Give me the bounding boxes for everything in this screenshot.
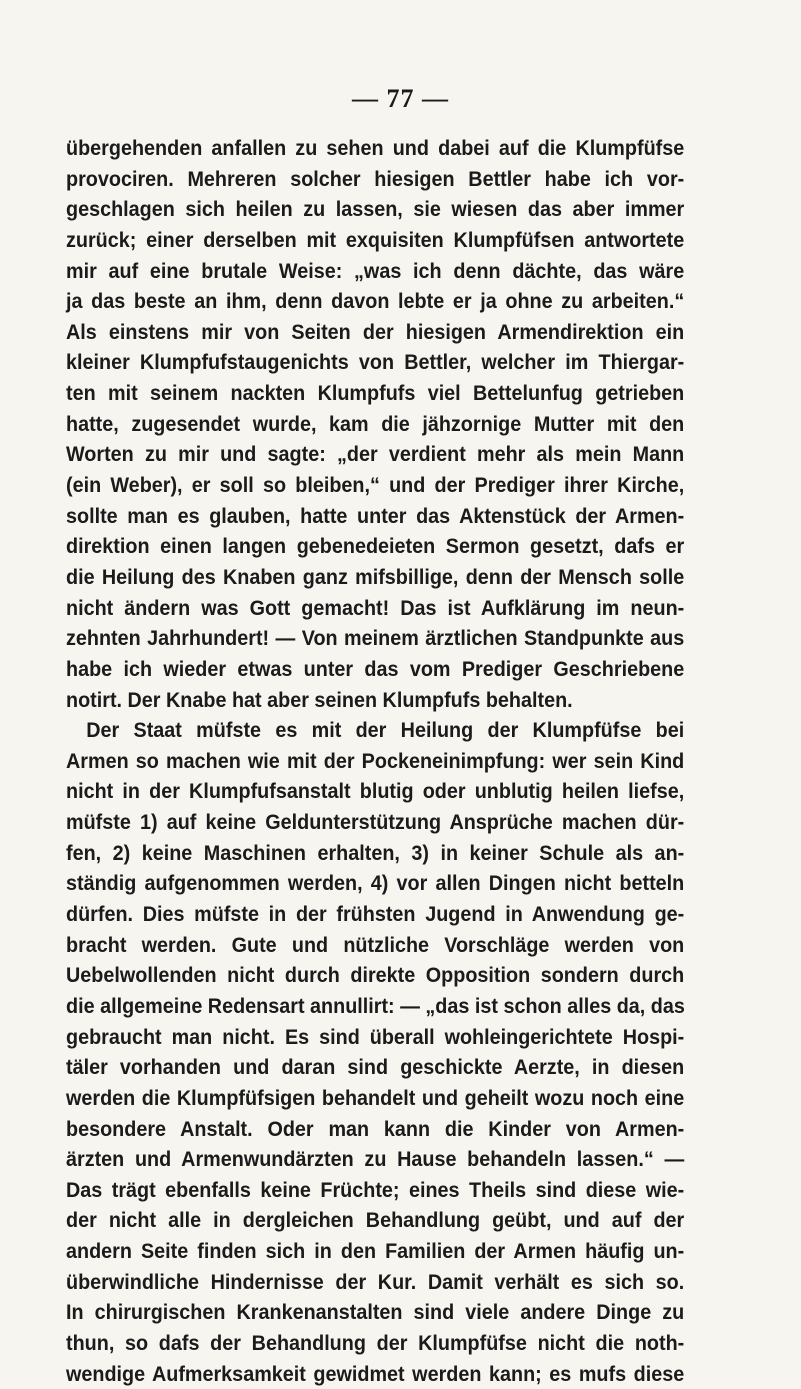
- text-line: Worten zu mir und sagte: „der verdient mehr als mein Mann: [66, 442, 685, 467]
- text-line: direktion einen langen gebenedeieten Sermon gesetzt, dafs er: [66, 534, 685, 559]
- text-line: überwindliche Hindernisse der Kur. Damit verhält es sich so.: [66, 1269, 685, 1294]
- text-line: mir auf eine brutale Weise: „was ich denn dächte, das wäre: [66, 258, 685, 283]
- text-line: Das trägt ebenfalls keine Früchte; eines Theils sind diese wie-: [66, 1177, 685, 1202]
- page-number-header: — 77 —: [352, 84, 449, 113]
- text-line: Als einstens mir von Seiten der hiesigen Armendirektion ein: [66, 319, 685, 344]
- text-line: täler vorhanden und daran sind geschickte Aerzte, in diesen: [66, 1055, 685, 1080]
- text-line: nicht in der Klumpfufsanstalt blutig oder unblutig heilen liefse,: [66, 779, 685, 804]
- text-line: ten mit seinem nackten Klumpfufs viel Bettelunfug getrieben: [66, 381, 685, 406]
- text-line: wendige Aufmerksamkeit gewidmet werden kann; es mufs diese: [66, 1361, 685, 1386]
- text-line: habe ich wieder etwas unter das vom Prediger Geschriebene: [66, 656, 685, 681]
- text-line: provociren. Mehreren solcher hiesigen Bettler habe ich vor-: [66, 166, 685, 191]
- text-line: die Heilung des Knaben ganz mifsbillige, denn der Mensch solle: [66, 564, 685, 589]
- text-line: ständig aufgenommen werden, 4) vor allen Dingen nicht betteln: [66, 871, 685, 896]
- text-line: werden die Klumpfüfsigen behandelt und geheilt wozu noch eine: [66, 1085, 685, 1110]
- body-text: [66, 133, 684, 1389]
- text-line: hatte, zugesendet wurde, kam die jähzornige Mutter mit den: [66, 411, 685, 436]
- text-line: notirt. Der Knabe hat aber seinen Klumpfufs behalten.: [66, 687, 573, 712]
- text-line: Uebelwollenden nicht durch direkte Opposition sondern durch: [66, 963, 685, 988]
- text-line: der nicht alle in dergleichen Behandlung geübt, und auf der: [66, 1208, 685, 1233]
- text-line: andern Seite finden sich in den Familien der Armen häufig un-: [66, 1239, 685, 1264]
- text-line: In chirurgischen Krankenanstalten sind viele andere Dinge zu: [66, 1300, 685, 1325]
- text-line: besondere Anstalt. Oder man kann die Kinder von Armen-: [66, 1116, 685, 1141]
- text-line: Der Staat müfste es mit der Heilung der Klumpfüfse bei: [86, 718, 685, 743]
- text-line: kleiner Klumpfufstaugenichts von Bettler, welcher im Thiergar-: [66, 350, 685, 375]
- text-line: zehnten Jahrhundert! — Von meinem ärztlichen Standpunkte aus: [66, 626, 685, 651]
- text-line: müfste 1) auf keine Geldunterstützung Ansprüche machen dür-: [66, 810, 685, 835]
- text-line: (ein Weber), er soll so bleiben,“ und der Prediger ihrer Kirche,: [66, 473, 685, 498]
- text-line: Armen so machen wie mit der Pockeneinimpfung: wer sein Kind: [66, 748, 685, 773]
- text-line: ärzten und Armenwundärzten zu Hause behandeln lassen.“ —: [66, 1147, 685, 1172]
- text-line: sollte man es glauben, hatte unter das Aktenstück der Armen-: [66, 503, 685, 528]
- text-line: gebraucht man nicht. Es sind überall wohleingerichtete Hospi-: [66, 1024, 685, 1049]
- text-line: fen, 2) keine Maschinen erhalten, 3) in keiner Schule als an-: [66, 840, 685, 865]
- text-line: ja das beste an ihm, denn davon lebte er ja ohne zu arbeiten.“: [66, 289, 685, 314]
- text-line: bracht werden. Gute und nützliche Vorschläge werden von: [66, 932, 685, 957]
- text-line: geschlagen sich heilen zu lassen, sie wiesen das aber immer: [66, 197, 685, 222]
- text-line: die allgemeine Redensart annullirt: — „das ist schon alles da, das: [66, 993, 685, 1018]
- text-line: übergehenden anfallen zu sehen und dabei auf die Klumpfüfse: [66, 136, 685, 160]
- text-line: dürfen. Dies müfste in der frühsten Jugend in Anwendung ge-: [66, 902, 685, 927]
- text-line: thun, so dafs der Behandlung der Klumpfüfse nicht die noth-: [66, 1330, 685, 1355]
- text-line: nicht ändern was Gott gemacht! Das ist Aufklärung im neun-: [66, 595, 685, 620]
- text-line: zurück; einer derselben mit exquisiten Klumpfüfsen antwortete: [66, 227, 685, 252]
